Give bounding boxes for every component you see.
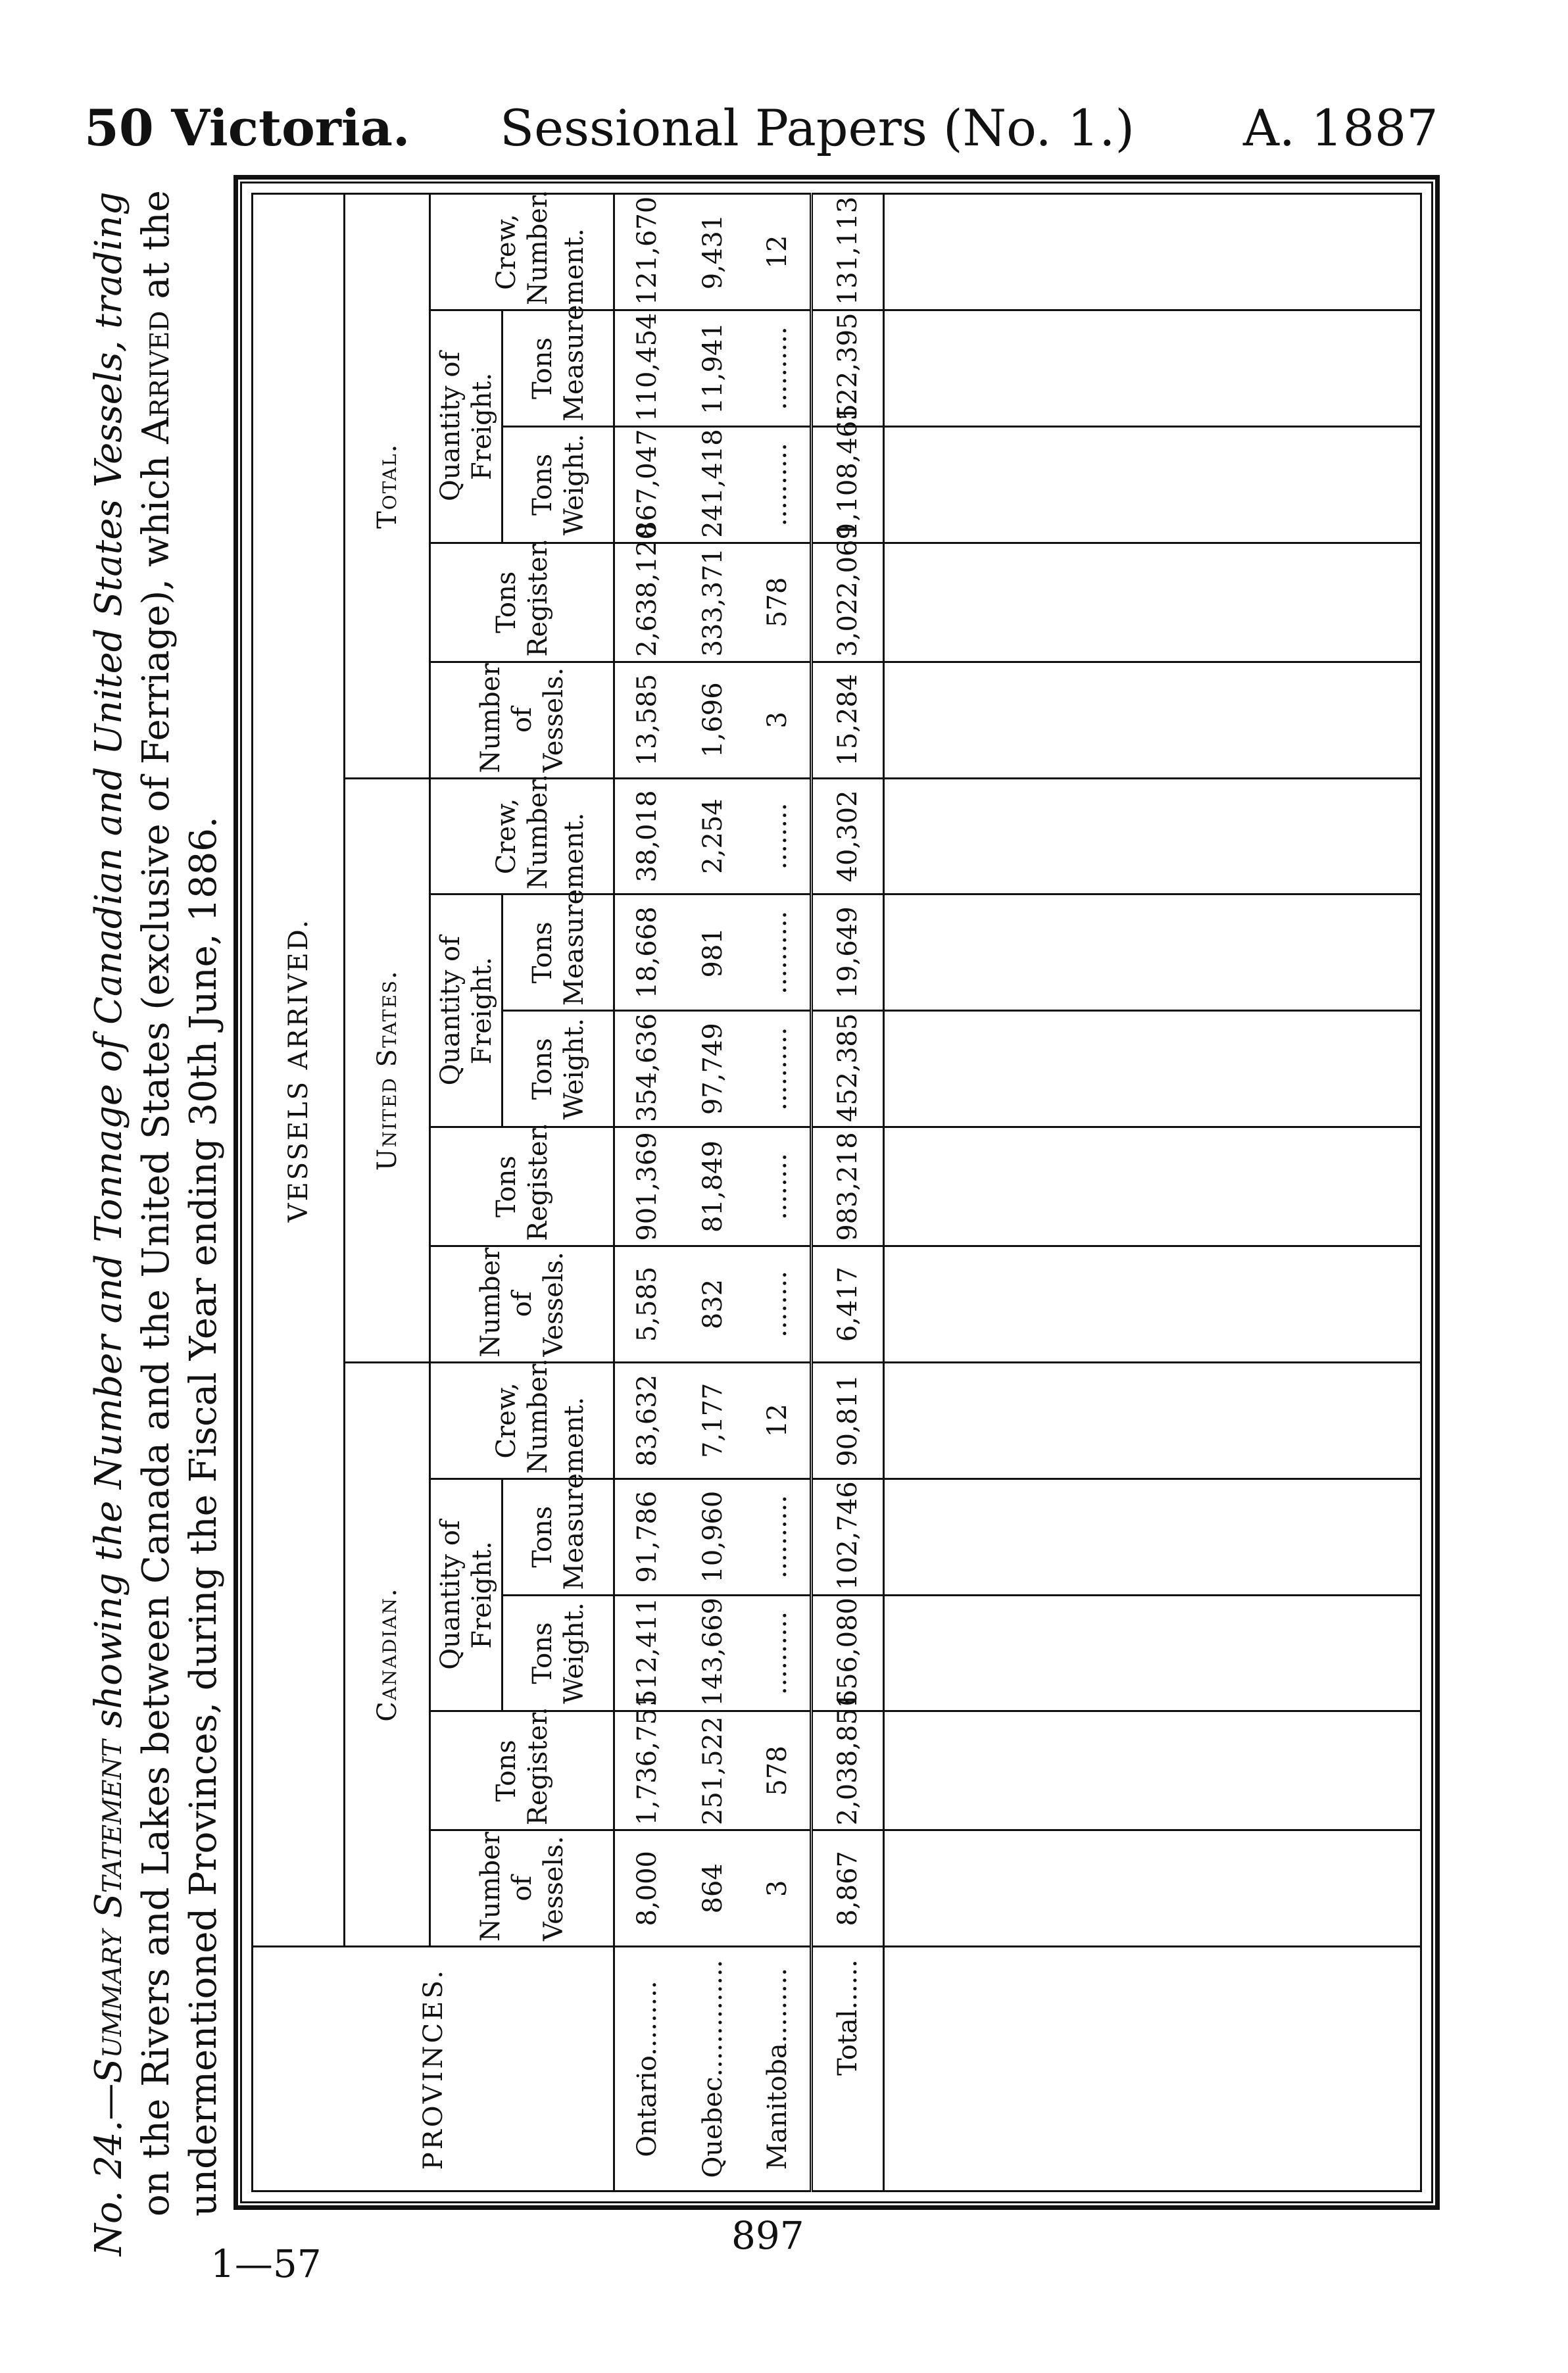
- cell: 2,254: [680, 778, 746, 894]
- cell: 18,668: [614, 894, 680, 1011]
- table-row: [680, 194, 746, 2191]
- cell: 97,749: [680, 1011, 746, 1127]
- caption-number: No. 24.: [87, 2120, 130, 2256]
- cell: ........: [746, 1127, 812, 1246]
- group-canadian: Canadian.: [345, 1362, 430, 1946]
- cell: ..........: [746, 1595, 812, 1711]
- cell: ..........: [746, 310, 812, 427]
- cell: 251,522: [680, 1711, 746, 1830]
- caption-line1b: , trading: [87, 191, 130, 353]
- cell: 354,636: [614, 1011, 680, 1127]
- cell: 143,669: [680, 1595, 746, 1711]
- col-measure: Tons Measurement.: [502, 894, 614, 1011]
- footer-signature: 1—57: [210, 2241, 322, 2286]
- cell: 2,038,851: [812, 1711, 884, 1830]
- cell: 15,284: [812, 662, 884, 778]
- col-weight: Tons Weight.: [502, 426, 614, 543]
- cell: 578: [746, 1711, 812, 1830]
- cell: 13,585: [614, 662, 680, 778]
- cell: 9,431: [680, 194, 746, 310]
- col-register: Tons Register.: [430, 1127, 614, 1246]
- cell: 5,585: [614, 1246, 680, 1362]
- rotated-statement: [86, 79, 1434, 2256]
- col-measure: Tons Measurement.: [502, 310, 614, 427]
- col-vessels: Number of Vessels.: [430, 662, 614, 778]
- cell: 6,417: [812, 1246, 884, 1362]
- vessels-arrived-header: VESSELS ARRIVED.: [253, 194, 345, 1947]
- cell: 102,746: [812, 1479, 884, 1595]
- caption-title: Summary Statement: [87, 1740, 130, 2084]
- cell: 12: [746, 194, 812, 310]
- caption-line2b: at the: [135, 190, 178, 311]
- header-year: A. 1887: [1243, 99, 1438, 157]
- cell: 333,371: [680, 543, 746, 662]
- col-measure: Tons Measurement.: [502, 1479, 614, 1595]
- cell: 91,786: [614, 1479, 680, 1595]
- group-total: Total.: [345, 194, 430, 779]
- cell: 3: [746, 662, 812, 778]
- cell: 512,411: [614, 1595, 680, 1711]
- col-freight: Quantity of Freight.: [430, 310, 502, 543]
- cell: 3: [746, 1830, 812, 1947]
- header-session: 50 Victoria.: [84, 99, 410, 157]
- col-vessels: Number of Vessels.: [430, 1246, 614, 1362]
- cell: 1,696: [680, 662, 746, 778]
- cell: 867,047: [614, 426, 680, 543]
- cell: 12: [746, 1362, 812, 1479]
- table-spacer-row: [884, 194, 1421, 2191]
- table-total-row: [812, 194, 884, 2191]
- caption-line2-arrived: Arrived: [135, 310, 178, 444]
- cell: 2,638,120: [614, 543, 680, 662]
- col-freight: Quantity of Freight.: [430, 894, 502, 1127]
- col-register: Tons Register.: [430, 1711, 614, 1830]
- cell: ..........: [746, 894, 812, 1011]
- col-crew: Crew, Number.: [430, 778, 614, 894]
- cell: ........: [746, 778, 812, 894]
- cell: ..........: [746, 426, 812, 543]
- group-united-states: United States.: [345, 778, 430, 1362]
- cell: 110,454: [614, 310, 680, 427]
- statement-caption: No. 24.—Summary Statement showing the Number and Tonnage of Canadian and United States Vessels, trading on the Rivers and Lakes between Canada and the United States (exclusive of Ferriage), which Arrived at the undermentioned Provinces, during the Fiscal Year ending 30th June, 1886.: [86, 79, 228, 2256]
- table-row: [746, 194, 812, 2191]
- cell: 122,395: [812, 310, 884, 427]
- cell: 40,302: [812, 778, 884, 894]
- col-crew: Crew, Number.: [430, 194, 614, 310]
- cell: 90,811: [812, 1362, 884, 1479]
- statement-table: [251, 189, 1422, 2192]
- caption-line1a: showing the Number and Tonnage of Canadian and: [87, 755, 130, 1740]
- cell: 901,369: [614, 1127, 680, 1246]
- cell: 832: [680, 1246, 746, 1362]
- cell: 8,867: [812, 1830, 884, 1947]
- caption-line1-vessels: United States Vessels: [87, 352, 130, 756]
- cell: 19,649: [812, 894, 884, 1011]
- table-frame: [233, 175, 1440, 2210]
- cell: 83,632: [614, 1362, 680, 1479]
- col-weight: Tons Weight.: [502, 1595, 614, 1711]
- caption-line2a: on the Rivers and Lakes between Canada and the United States (exclusive of Ferriage), which: [135, 443, 178, 2216]
- cell: 131,113: [812, 194, 884, 310]
- col-crew: Crew, Number.: [430, 1362, 614, 1479]
- cell: 81,849: [680, 1127, 746, 1246]
- cell: 8,000: [614, 1830, 680, 1947]
- total-label: Total......: [812, 1947, 884, 2191]
- cell: 3,022,069: [812, 543, 884, 662]
- cell: ..........: [746, 1011, 812, 1127]
- row-province: Quebec..............: [680, 1947, 746, 2191]
- table-row: [614, 194, 680, 2191]
- page-number: 897: [731, 2213, 804, 2258]
- cell: 241,418: [680, 426, 746, 543]
- col-weight: Tons Weight.: [502, 1011, 614, 1127]
- provinces-header: PROVINCES.: [253, 1947, 614, 2191]
- col-freight: Quantity of Freight.: [430, 1479, 502, 1711]
- cell: 981: [680, 894, 746, 1011]
- col-register: Tons Register.: [430, 543, 614, 662]
- cell: 38,018: [614, 778, 680, 894]
- caption-line3: undermentioned Provinces, during the Fiscal Year ending 30th June, 1886.: [182, 816, 225, 2216]
- cell: 121,670: [614, 194, 680, 310]
- col-vessels: Number of Vessels.: [430, 1830, 614, 1947]
- cell: 1,108,465: [812, 426, 884, 543]
- row-province: Manitoba.........: [746, 1947, 812, 2191]
- cell: 10,960: [680, 1479, 746, 1595]
- cell: 11,941: [680, 310, 746, 427]
- header-title: Sessional Papers (No. 1.): [500, 99, 1135, 157]
- cell: 1,736,751: [614, 1711, 680, 1830]
- cell: 656,080: [812, 1595, 884, 1711]
- row-province: Ontario.........: [614, 1947, 680, 2191]
- cell: 452,385: [812, 1011, 884, 1127]
- cell: 578: [746, 543, 812, 662]
- cell: 864: [680, 1830, 746, 1947]
- cell: ..........: [746, 1479, 812, 1595]
- cell: 983,218: [812, 1127, 884, 1246]
- cell: ........: [746, 1246, 812, 1362]
- cell: 7,177: [680, 1362, 746, 1479]
